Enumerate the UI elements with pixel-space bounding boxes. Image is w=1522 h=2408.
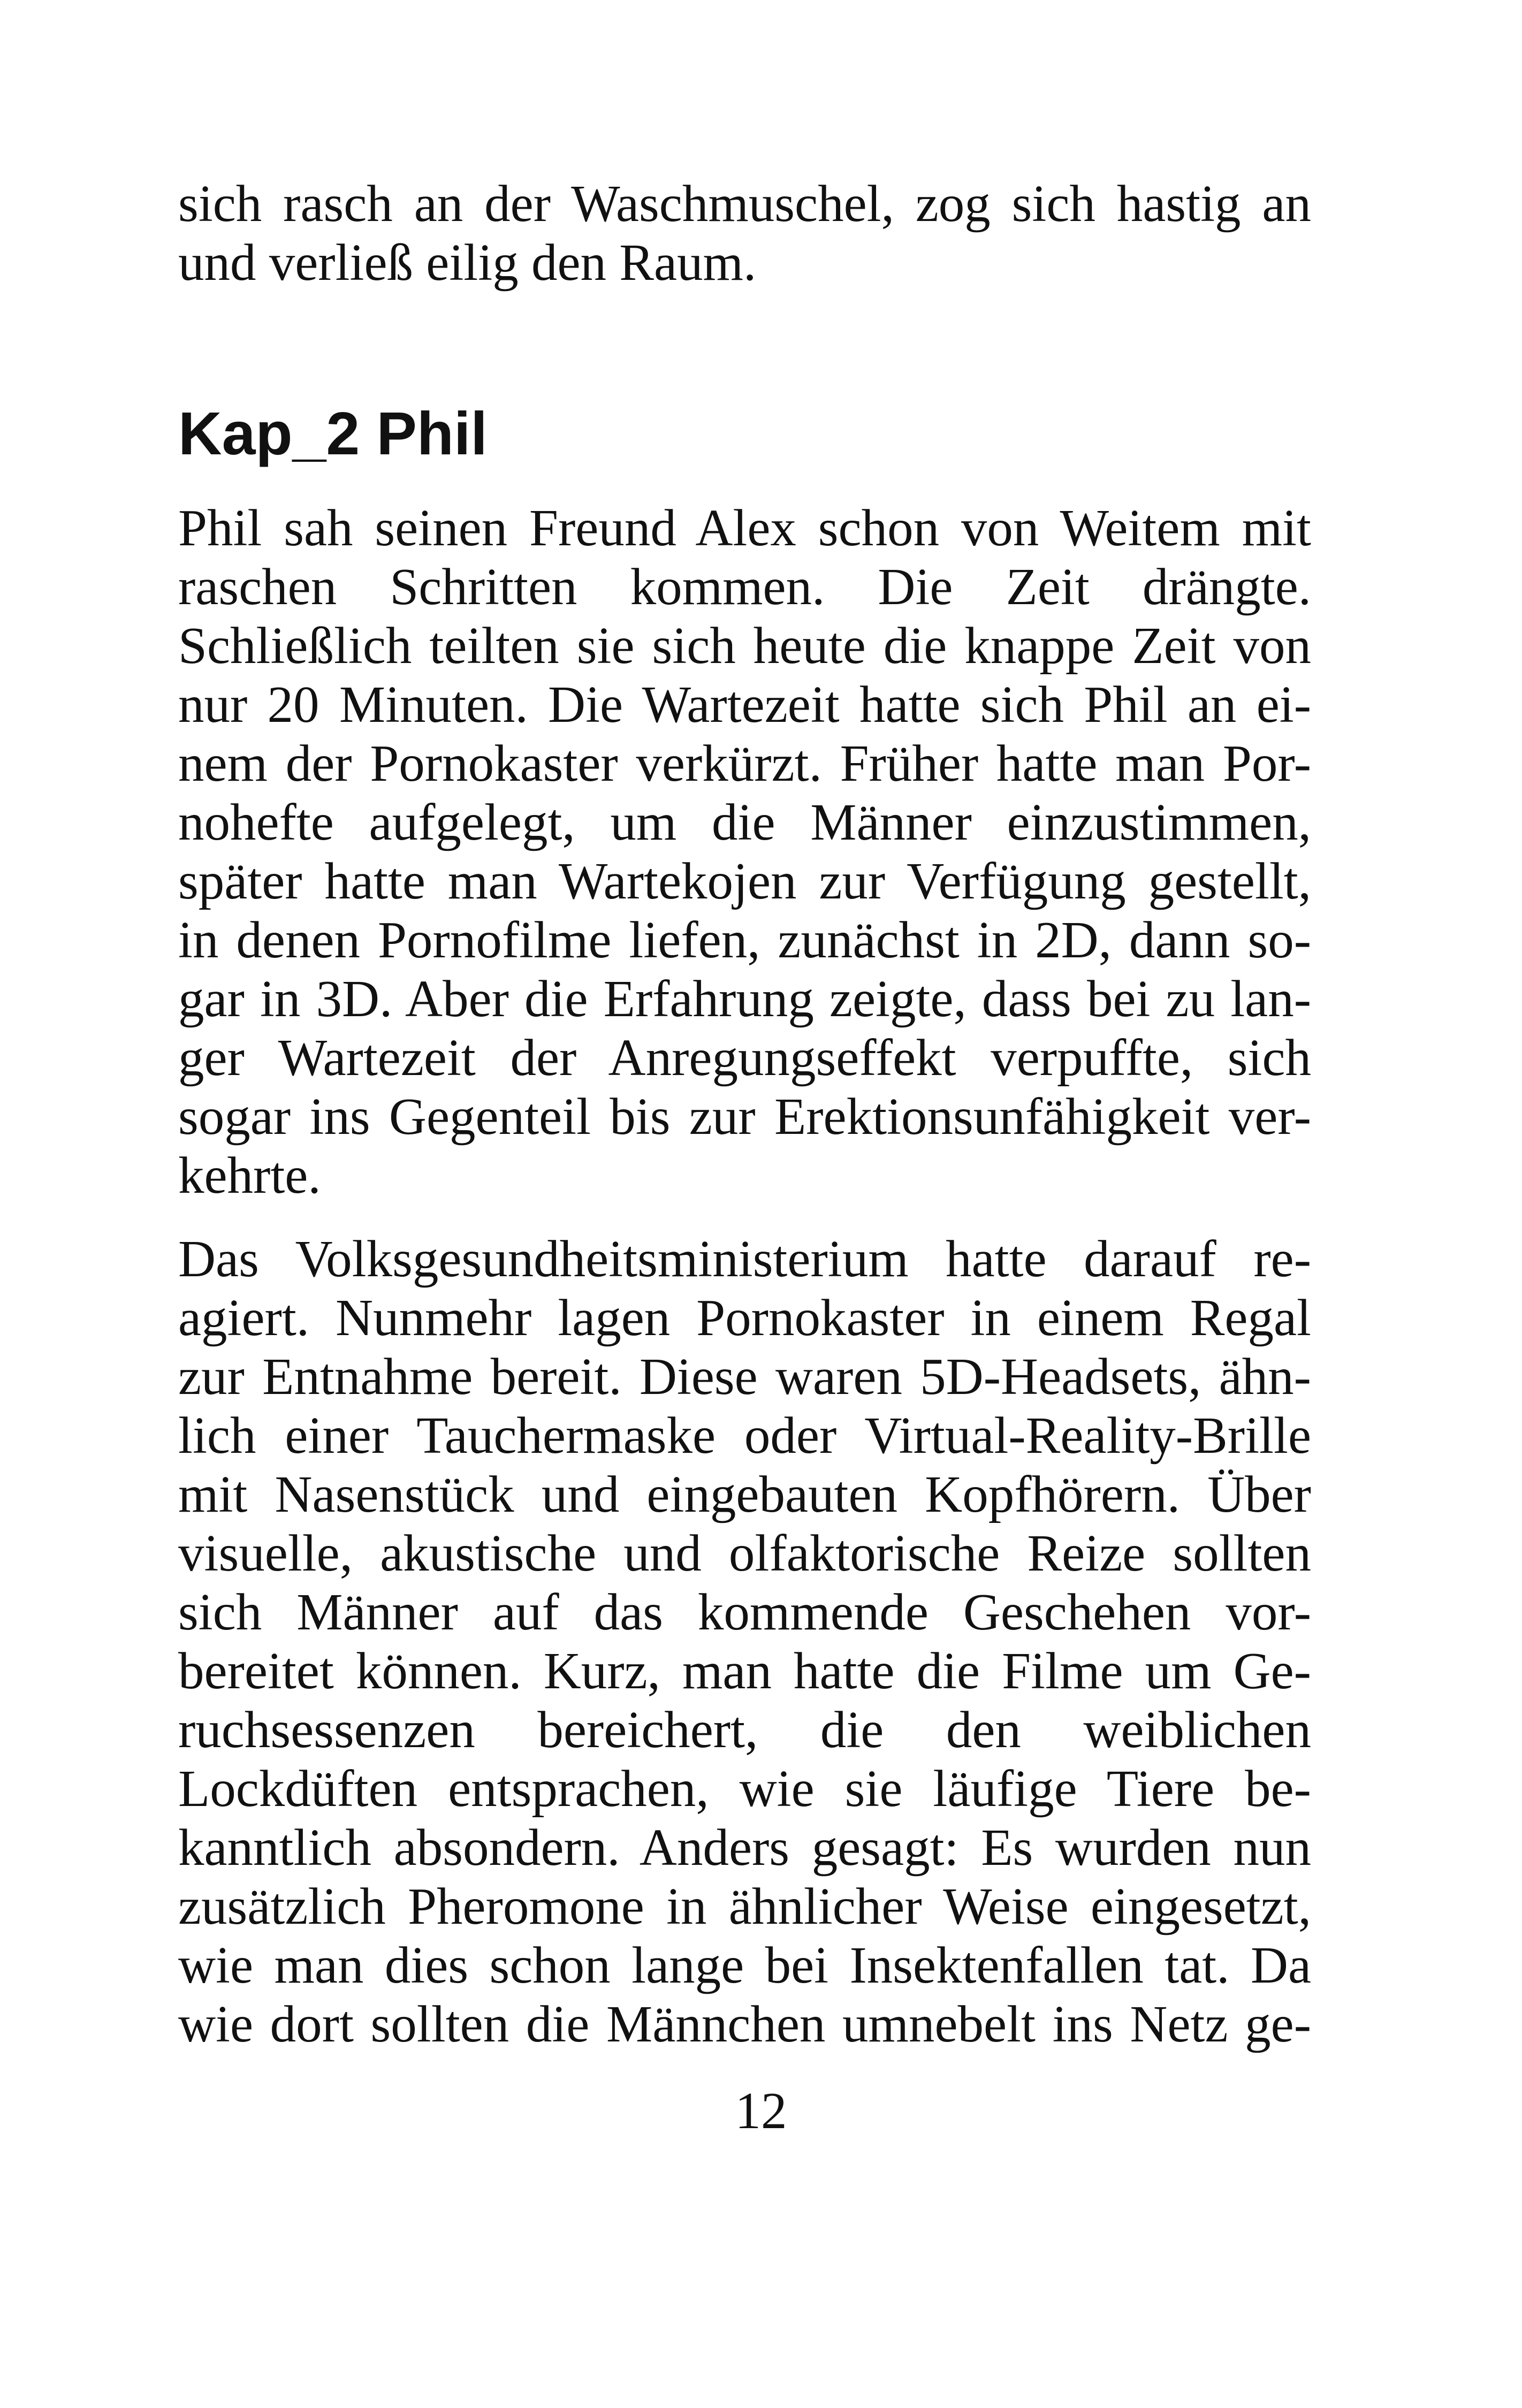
text-line: visuelle, akustische und olfaktorische Reize sollten (178, 1525, 1311, 1582)
text-line: agiert. Nunmehr lagen Pornokaster in einem Regal (178, 1289, 1311, 1346)
text-line: gar in 3D. Aber die Erfahrung zeigte, dass bei zu lan- (178, 970, 1311, 1027)
text-line: nem der Pornokaster verkürzt. Früher hatte man Por- (178, 735, 1311, 792)
text-line: bereitet können. Kurz, man hatte die Filme um Ge- (178, 1642, 1311, 1700)
paragraph-2 (178, 1230, 1311, 2054)
text-line: sich Männer auf das kommende Geschehen vor- (178, 1583, 1311, 1641)
chapter-heading: Kap_2 Phil (178, 400, 488, 467)
text-line: zusätzlich Pheromone in ähnlicher Weise eingesetzt, (178, 1878, 1311, 1935)
text-line: lich einer Tauchermaske oder Virtual-Reality-Brille (178, 1407, 1311, 1464)
text-line: sich rasch an der Waschmuschel, zog sich hastig an (178, 175, 1311, 232)
paragraph-continuation (178, 174, 1311, 292)
text-line: in denen Pornofilme liefen, zunächst in 2D, dann so- (178, 911, 1311, 969)
page-number: 12 (735, 2082, 787, 2139)
text-line: sogar ins Gegenteil bis zur Erektionsunfähigkeit ver- (178, 1088, 1311, 1145)
text-line: später hatte man Wartekojen zur Verfügung gestellt, (178, 852, 1311, 910)
text-line: und verließ eilig den Raum. (178, 234, 757, 291)
text-line: kehrte. (178, 1147, 321, 1204)
text-line: ger Wartezeit der Anregungseffekt verpuffte, sich (178, 1029, 1311, 1086)
text-line: Das Volksgesundheitsministerium hatte darauf re- (178, 1230, 1311, 1287)
text-line: raschen Schritten kommen. Die Zeit drängte. (178, 558, 1311, 615)
text-line: wie man dies schon lange bei Insektenfallen tat. Da (178, 1937, 1311, 1994)
text-line: Schließlich teilten sie sich heute die knappe Zeit von (178, 617, 1311, 674)
text-line: mit Nasenstück und eingebauten Kopfhörern. Über (178, 1466, 1311, 1523)
text-line: ruchsessenzen bereichert, die den weiblichen (178, 1701, 1311, 1758)
text-line: nohefte aufgelegt, um die Männer einzustimmen, (178, 794, 1311, 851)
text-line: zur Entnahme bereit. Diese waren 5D-Headsets, ähn- (178, 1348, 1311, 1405)
text-line: kanntlich absondern. Anders gesagt: Es wurden nun (178, 1819, 1311, 1876)
text-line: wie dort sollten die Männchen umnebelt ins Netz ge- (178, 1995, 1311, 2053)
text-line: Lockdüften entsprachen, wie sie läufige Tiere be- (178, 1760, 1311, 1817)
paragraph-1 (178, 499, 1311, 1205)
text-line: Phil sah seinen Freund Alex schon von Weitem mit (178, 499, 1311, 557)
text-line: nur 20 Minuten. Die Wartezeit hatte sich Phil an ei- (178, 676, 1311, 733)
